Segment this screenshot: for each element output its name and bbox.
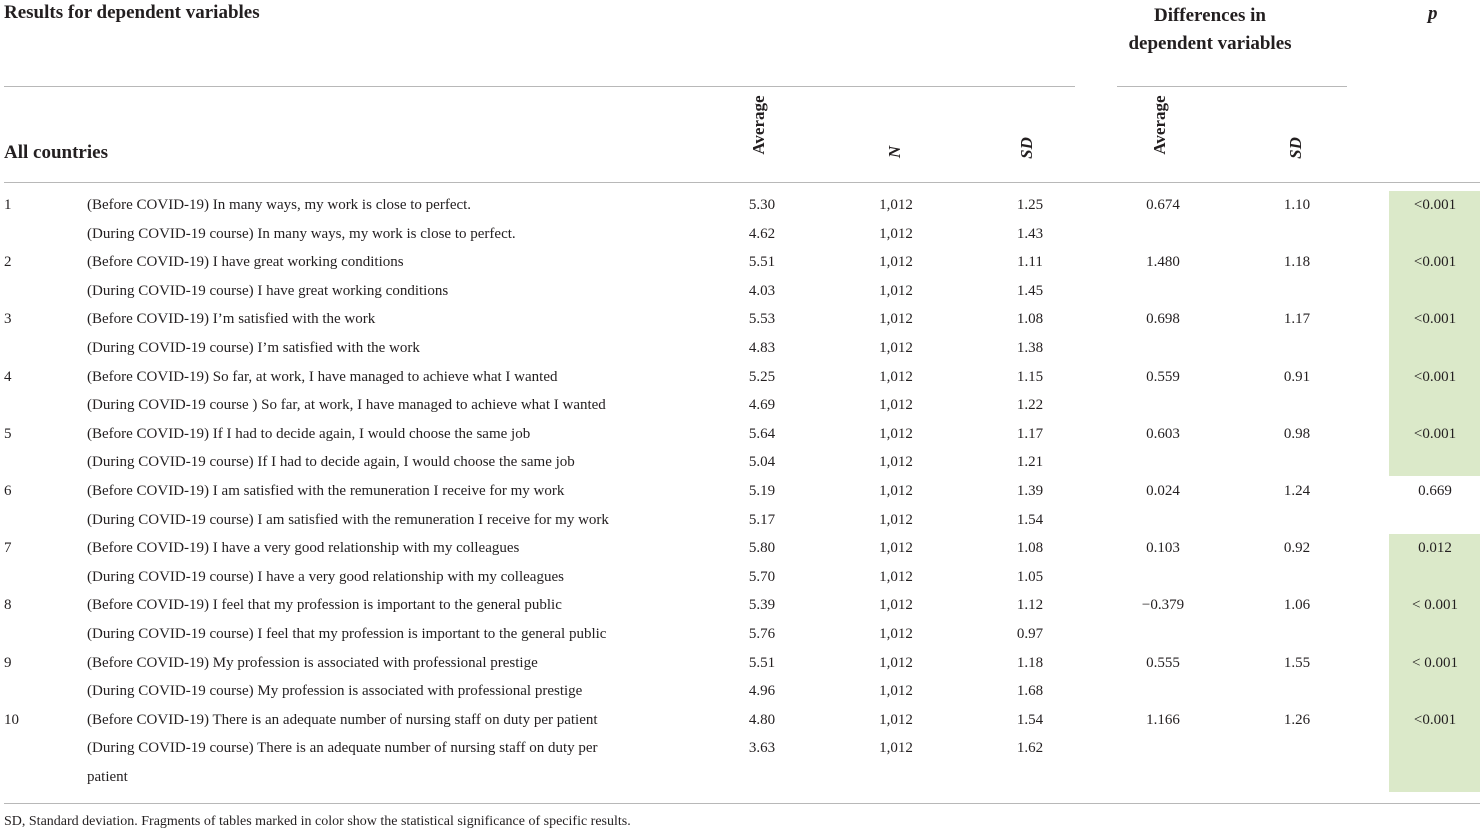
during-sd: 1.54 (1016, 512, 1044, 528)
during-statement: (During COVID-19 course) There is an adequate number of nursing staff on duty per (87, 740, 598, 756)
row-number: 6 (4, 483, 12, 499)
during-average: 5.04 (748, 454, 776, 470)
during-n: 1,012 (879, 283, 913, 299)
during-sd: 0.97 (1016, 626, 1044, 642)
col-header-diff-sd: SD (1286, 137, 1305, 159)
before-sd: 1.54 (1016, 712, 1044, 728)
before-n: 1,012 (879, 597, 913, 613)
before-n: 1,012 (879, 712, 913, 728)
p-value: <0.001 (1413, 311, 1457, 327)
p-value: <0.001 (1413, 426, 1457, 442)
before-statement: (Before COVID-19) If I had to decide again, I would choose the same job (87, 426, 531, 442)
row-number: 8 (4, 597, 12, 613)
during-average: 5.17 (748, 512, 776, 528)
p-value: <0.001 (1413, 197, 1457, 213)
during-statement: (During COVID-19 course) I have a very good relationship with my colleagues (87, 569, 564, 585)
diff-sd: 1.18 (1283, 254, 1311, 270)
before-n: 1,012 (879, 655, 913, 671)
p-column-header: p (1428, 3, 1438, 24)
p-value: 0.012 (1418, 540, 1452, 556)
before-average: 5.51 (748, 655, 776, 671)
row-number: 2 (4, 254, 12, 270)
diff-sd: 1.17 (1283, 311, 1311, 327)
during-sd: 1.45 (1016, 283, 1044, 299)
before-average: 5.19 (748, 483, 776, 499)
col-header-diff-average: Average (1150, 95, 1169, 155)
before-statement: (Before COVID-19) I feel that my profession is important to the general public (87, 597, 562, 613)
row-number: 7 (4, 540, 12, 556)
during-n: 1,012 (879, 226, 913, 242)
during-sd: 1.43 (1016, 226, 1044, 242)
before-average: 5.51 (748, 254, 776, 270)
during-average: 5.76 (748, 626, 776, 642)
diff-sd: 0.92 (1283, 540, 1311, 556)
during-average: 5.70 (748, 569, 776, 585)
during-n: 1,012 (879, 340, 913, 356)
before-n: 1,012 (879, 540, 913, 556)
during-sd: 1.38 (1016, 340, 1044, 356)
diff-sd: 1.24 (1283, 483, 1311, 499)
row-number: 5 (4, 426, 12, 442)
during-n: 1,012 (879, 740, 913, 756)
before-sd: 1.39 (1016, 483, 1044, 499)
p-value: <0.001 (1413, 712, 1457, 728)
row-number: 1 (4, 197, 12, 213)
before-sd: 1.18 (1016, 655, 1044, 671)
before-sd: 1.25 (1016, 197, 1044, 213)
during-statement: (During COVID-19 course) I am satisfied with the remuneration I receive for my work (87, 512, 609, 528)
diff-average: 0.674 (1146, 197, 1180, 213)
during-statement: (During COVID-19 course) My profession is associated with professional prestige (87, 683, 583, 699)
before-statement: (Before COVID-19) I am satisfied with the remuneration I receive for my work (87, 483, 565, 499)
before-n: 1,012 (879, 197, 913, 213)
diff-average: 1.166 (1146, 712, 1180, 728)
during-average: 4.03 (748, 283, 776, 299)
col-header-n: N (885, 145, 904, 159)
during-statement-continued: patient (87, 769, 128, 785)
before-statement: (Before COVID-19) There is an adequate number of nursing staff on duty per patient (87, 712, 598, 728)
row-number: 10 (4, 712, 19, 728)
row-number: 4 (4, 369, 12, 385)
during-sd: 1.68 (1016, 683, 1044, 699)
p-value: < 0.001 (1412, 655, 1458, 671)
differences-title: Differences in dependent variables (1128, 5, 1292, 54)
during-statement: (During COVID-19 course) If I had to decide again, I would choose the same job (87, 454, 575, 470)
before-statement: (Before COVID-19) In many ways, my work is close to perfect. (87, 197, 472, 213)
header-rule-left (4, 86, 1075, 87)
during-sd: 1.62 (1016, 740, 1044, 756)
during-average: 4.83 (748, 340, 776, 356)
before-average: 5.25 (748, 369, 776, 385)
before-statement: (Before COVID-19) So far, at work, I have managed to achieve what I wanted (87, 369, 558, 385)
before-statement: (Before COVID-19) I have great working conditions (87, 254, 404, 270)
during-n: 1,012 (879, 512, 913, 528)
diff-sd: 1.55 (1283, 655, 1311, 671)
during-sd: 1.22 (1016, 397, 1044, 413)
during-n: 1,012 (879, 626, 913, 642)
p-value: < 0.001 (1412, 597, 1458, 613)
before-sd: 1.17 (1016, 426, 1044, 442)
before-average: 5.30 (748, 197, 776, 213)
diff-average: 0.024 (1146, 483, 1180, 499)
diff-sd: 1.06 (1283, 597, 1311, 613)
table-top-rule (4, 182, 1480, 183)
before-statement: (Before COVID-19) My profession is associated with professional prestige (87, 655, 538, 671)
during-statement: (During COVID-19 course) In many ways, my work is close to perfect. (87, 226, 516, 242)
before-average: 5.64 (748, 426, 776, 442)
before-sd: 1.08 (1016, 540, 1044, 556)
before-sd: 1.11 (1017, 254, 1043, 270)
before-n: 1,012 (879, 254, 913, 270)
during-sd: 1.05 (1016, 569, 1044, 585)
before-sd: 1.08 (1016, 311, 1044, 327)
during-statement: (During COVID-19 course) I feel that my profession is important to the general public (87, 626, 607, 642)
before-n: 1,012 (879, 426, 913, 442)
during-n: 1,012 (879, 454, 913, 470)
during-n: 1,012 (879, 683, 913, 699)
col-header-sd: SD (1017, 137, 1036, 159)
before-n: 1,012 (879, 483, 913, 499)
diff-sd: 0.98 (1283, 426, 1311, 442)
diff-average: 0.698 (1146, 311, 1180, 327)
before-statement: (Before COVID-19) I’m satisfied with the work (87, 311, 376, 327)
before-average: 4.80 (748, 712, 776, 728)
before-sd: 1.12 (1016, 597, 1044, 613)
diff-average: −0.379 (1141, 597, 1185, 613)
before-statement: (Before COVID-19) I have a very good relationship with my colleagues (87, 540, 520, 556)
during-n: 1,012 (879, 569, 913, 585)
during-average: 4.96 (748, 683, 776, 699)
during-n: 1,012 (879, 397, 913, 413)
group-label: All countries (4, 142, 108, 163)
during-average: 4.62 (748, 226, 776, 242)
row-number: 9 (4, 655, 12, 671)
diff-sd: 1.10 (1283, 197, 1311, 213)
p-value: 0.669 (1418, 483, 1452, 499)
before-average: 5.53 (748, 311, 776, 327)
during-average: 4.69 (748, 397, 776, 413)
results-title: Results for dependent variables (4, 2, 260, 23)
row-number: 3 (4, 311, 12, 327)
diff-sd: 1.26 (1283, 712, 1311, 728)
during-statement: (During COVID-19 course ) So far, at work, I have managed to achieve what I wanted (87, 397, 606, 413)
diff-sd: 0.91 (1283, 369, 1311, 385)
during-statement: (During COVID-19 course) I’m satisfied with the work (87, 340, 420, 356)
diff-average: 0.603 (1146, 426, 1180, 442)
before-n: 1,012 (879, 369, 913, 385)
p-value: <0.001 (1413, 369, 1457, 385)
before-n: 1,012 (879, 311, 913, 327)
p-value: <0.001 (1413, 254, 1457, 270)
during-average: 3.63 (748, 740, 776, 756)
footnote: SD, Standard deviation. Fragments of tables marked in color show the statistical significance of specific results. (4, 814, 631, 829)
col-header-average: Average (749, 95, 768, 155)
before-average: 5.80 (748, 540, 776, 556)
diff-average: 0.103 (1146, 540, 1180, 556)
diff-average: 1.480 (1146, 254, 1180, 270)
before-average: 5.39 (748, 597, 776, 613)
during-statement: (During COVID-19 course) I have great working conditions (87, 283, 449, 299)
during-sd: 1.21 (1016, 454, 1044, 470)
table-bottom-rule (4, 803, 1480, 804)
before-sd: 1.15 (1016, 369, 1044, 385)
diff-average: 0.555 (1146, 655, 1180, 671)
diff-average: 0.559 (1146, 369, 1180, 385)
